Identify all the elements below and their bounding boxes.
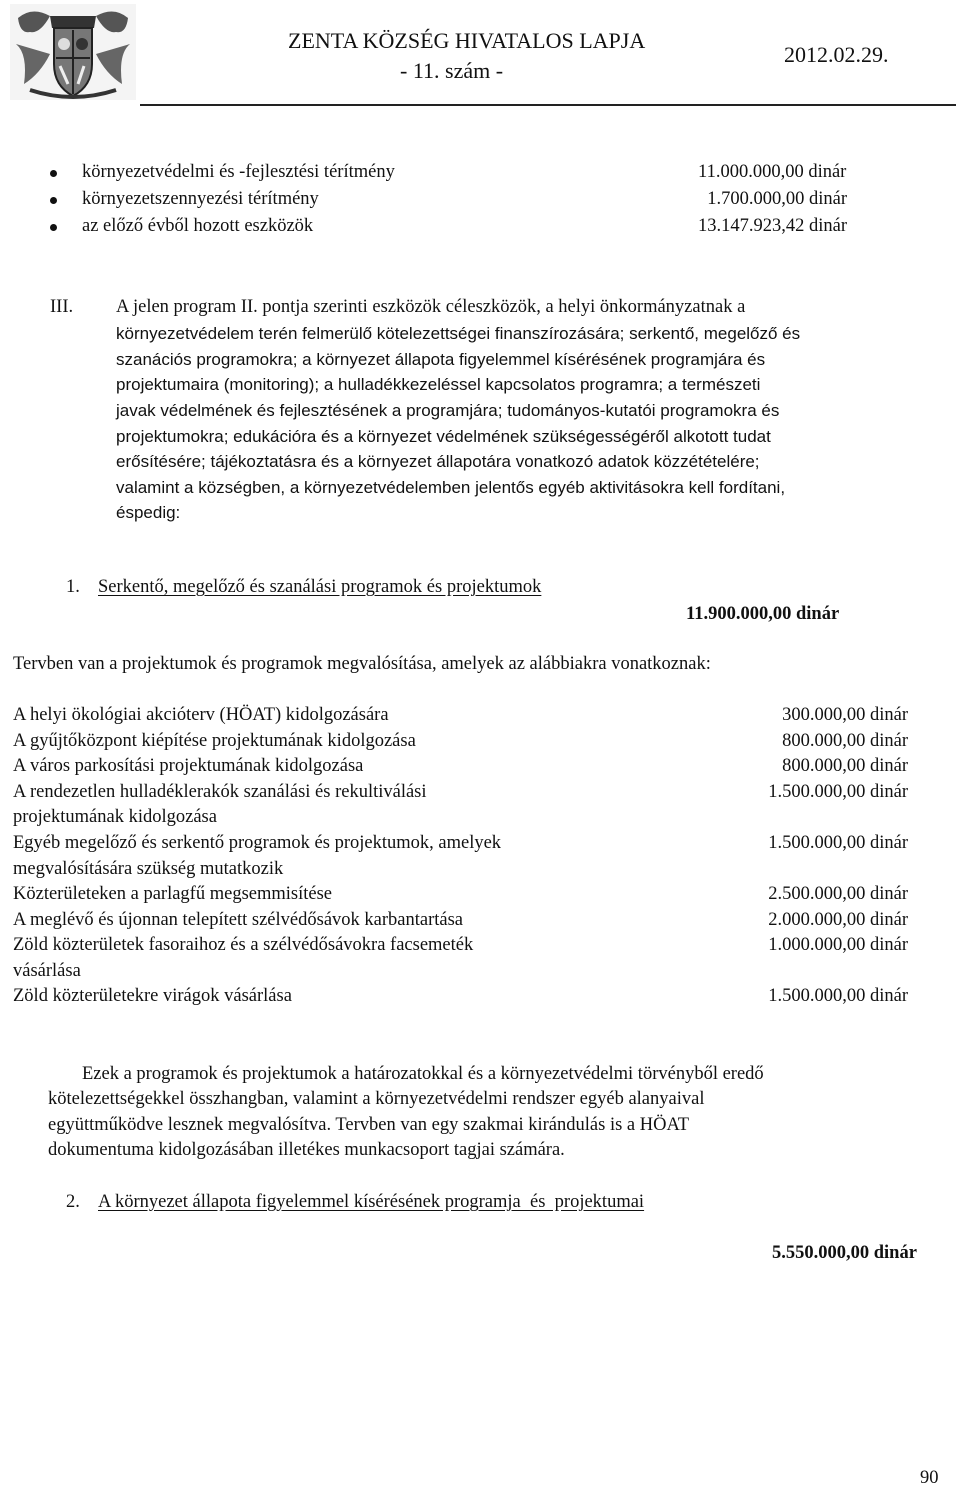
item-title: A környezet állapota figyelemmel kísérésének programja és projektumai xyxy=(98,1192,645,1212)
list-item-label: vásárlása xyxy=(13,961,81,981)
section-text-line: valamint a községben, a környezetvédelemben jelentős egyéb aktivitásokra kell fordítani, xyxy=(116,478,786,497)
list-item-label: megvalósítására szükség mutatkozik xyxy=(13,859,284,879)
item-amount: 5.550.000,00 dinár xyxy=(772,1243,917,1263)
bullet-label: az előző évből hozott eszközök xyxy=(82,216,314,236)
list-item-label: Zöld közterületekre virágok vásárlása xyxy=(13,986,292,1006)
section-text-line: projektumaira (monitoring); a hulladékkezeléssel kapcsolatos programra; a természeti xyxy=(116,375,761,394)
list-item-amount: 2.000.000,00 dinár xyxy=(768,910,908,930)
list-item-amount: 1.500.000,00 dinár xyxy=(768,986,908,1006)
list-item-label: Közterületeken a parlagfű megsemmisítése xyxy=(13,884,332,904)
paragraph-line: Ezek a programok és projektumok a határozatokkal és a környezetvédelmi törvényből eredő xyxy=(82,1064,764,1084)
section-text-line: éspedig: xyxy=(116,503,181,522)
bullet-amount: 1.700.000,00 dinár xyxy=(698,189,848,209)
list-item-amount: 800.000,00 dinár xyxy=(782,756,908,776)
journal-title: ZENTA KÖZSÉG HIVATALOS LAPJA xyxy=(288,28,646,53)
section-text-line: környezetvédelem terén felmerülő kötelezettségei finanszírozására; serkentő, megelőző és xyxy=(116,324,801,343)
paragraph-line: együttműködve lesznek megvalósítva. Tervben van egy szakmai kirándulás is a HÖAT xyxy=(48,1115,690,1135)
bullet-label: környezetszennyezési térítmény xyxy=(82,189,319,209)
section-text-line: erősítésére; tájékoztatásra és a környezet állapotára vonatkozó adatok közzétételére; xyxy=(116,452,760,471)
coat-of-arms-icon xyxy=(10,4,136,100)
list-item-label: A helyi ökológiai akcióterv (HÖAT) kidolgozására xyxy=(13,705,389,725)
item-amount: 11.900.000,00 dinár xyxy=(686,604,840,624)
list-item-amount: 800.000,00 dinár xyxy=(782,731,908,751)
list-item-amount: 300.000,00 dinár xyxy=(782,705,908,725)
item-title: Serkentő, megelőző és szanálási programok és projektumok xyxy=(98,577,542,597)
list-item-label: Egyéb megelőző és serkentő programok és projektumok, amelyek xyxy=(13,833,502,853)
header-divider xyxy=(140,104,956,106)
issue-number: - 11. szám - xyxy=(400,58,504,83)
list-item-amount: 1.000.000,00 dinár xyxy=(768,935,908,955)
page-header xyxy=(0,0,960,108)
bullet-icon xyxy=(50,224,57,231)
list-item-label: A gyűjtőközpont kiépítése projektumának kidolgozása xyxy=(13,731,416,751)
item-number: 1. xyxy=(66,577,80,597)
list-item-label: A meglévő és újonnan telepített szélvédősávok karbantartása xyxy=(13,910,464,930)
list-item-label: A rendezetlen hulladéklerakók szanálási és rekultiválási xyxy=(13,782,427,802)
bullet-icon xyxy=(50,170,57,177)
item-number: 2. xyxy=(66,1192,80,1212)
section-text-line: projektumokra; edukációra és a környezet védelmének szükségességéről alkotott tudat xyxy=(116,427,771,446)
list-item-label: A város parkosítási projektumának kidolgozása xyxy=(13,756,364,776)
bullet-icon xyxy=(50,197,57,204)
bullet-amount: 13.147.923,42 dinár xyxy=(698,216,848,236)
page-number: 90 xyxy=(920,1468,939,1488)
list-item-amount: 1.500.000,00 dinár xyxy=(768,833,908,853)
list-item-amount: 1.500.000,00 dinár xyxy=(768,782,908,802)
section-number: III. xyxy=(50,297,74,317)
bullet-amount: 11.000.000,00 dinár xyxy=(698,162,847,182)
list-item-label: Zöld közterületek fasoraihoz és a szélvédősávokra facsemeték xyxy=(13,935,474,955)
issue-date: 2012.02.29. xyxy=(784,42,889,67)
section-text-line: szanációs programokra; a környezet állapota figyelemmel kísérésének programjára és xyxy=(116,350,766,369)
list-item-amount: 2.500.000,00 dinár xyxy=(768,884,908,904)
section-text-line: javak védelmének és fejlesztésének a programjára; tudományos-kutatói programokra és xyxy=(116,401,780,420)
bullet-label: környezetvédelmi és -fejlesztési térítmény xyxy=(82,162,395,182)
intro-text: Tervben van a projektumok és programok megvalósítása, amelyek az alábbiakra vonatkoznak: xyxy=(13,654,711,674)
paragraph-line: kötelezettségekkel összhangban, valamint a környezetvédelmi rendszer egyéb alanyaival xyxy=(48,1089,705,1109)
paragraph-line: dokumentuma kidolgozásában illetékes munkacsoport tagjai számára. xyxy=(48,1140,565,1160)
list-item-label: projektumának kidolgozása xyxy=(13,807,217,827)
section-text-line: A jelen program II. pontja szerinti eszközök céleszközök, a helyi önkormányzatnak a xyxy=(116,297,746,317)
